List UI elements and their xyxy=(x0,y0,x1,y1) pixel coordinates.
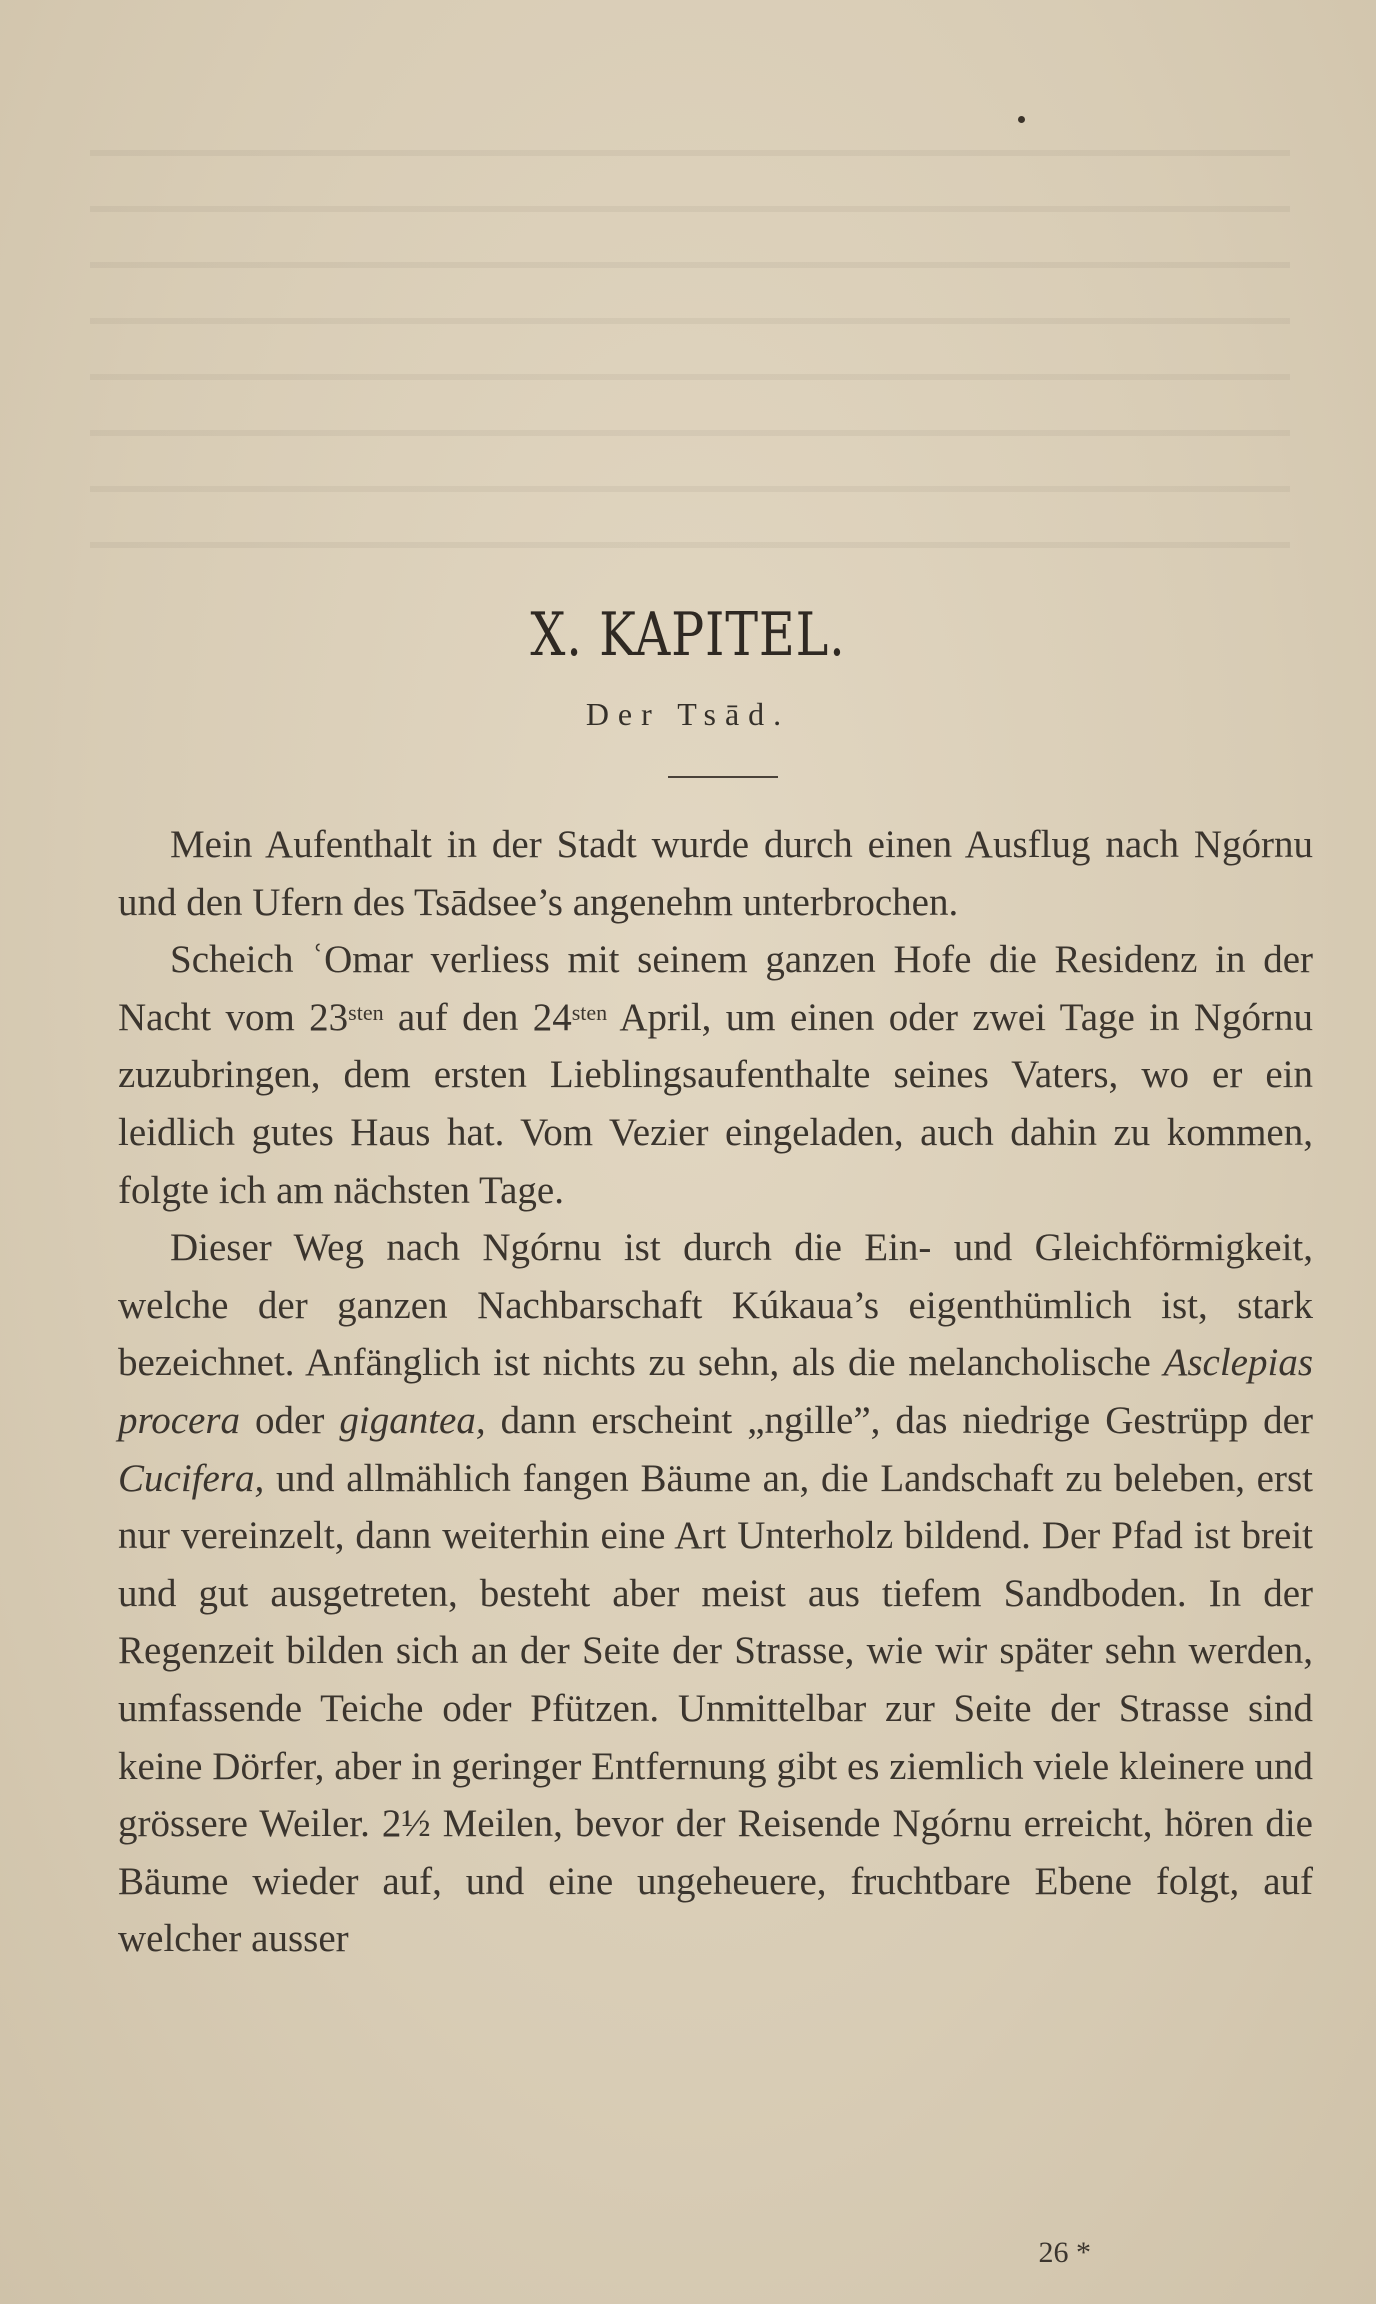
text-run: oder xyxy=(240,1398,340,1442)
text-run: Mein Aufenthalt in der Stadt wurde durch einen Ausflug nach Ngórnu und den Ufern des Tsādsee’s angenehm unterbrochen. xyxy=(118,823,1313,924)
page-number: 26 * xyxy=(1038,2236,1091,2269)
ordinal-suffix: sten xyxy=(348,999,384,1025)
text-run: dann erscheint „ngille”, das niedrige Gestrüpp der xyxy=(485,1398,1313,1442)
text-run: und allmählich fangen Bäume an, die Landschaft zu beleben, erst nur vereinzelt, dann weiterhin eine Art Unterholz bildend. Der Pfad ist breit und gut ausgetreten, besteht aber meist aus tiefem Sandboden. In der Regenzeit bilden sich an der Seite der Strasse, wie wir später sehn werden, umfassende Teiche oder Pfützen. Unmittelbar zur Seite der Strasse sind keine Dörfer, aber in geringer Entfernung gibt es ziemlich viele kleinere und grössere Weiler. 2½ Meilen, bevor der Reisende Ngórnu erreicht, hören die Bäume wieder auf, und eine ungeheuere, fruchtbare Ebene folgt, auf welcher ausser xyxy=(118,1456,1313,1961)
ink-speck xyxy=(1018,116,1025,123)
title-divider xyxy=(668,776,778,778)
show-through-text xyxy=(90,150,1290,590)
italic-term: gigantea, xyxy=(339,1398,486,1442)
paragraph xyxy=(118,931,1313,1219)
text-run: Dieser Weg nach Ngórnu ist durch die Ein- und Gleichförmigkeit, welche der ganzen Nachbarschaft Kúkaua’s eigenthümlich ist, stark bezeichnet. Anfänglich ist nichts zu sehn, als die melancholische xyxy=(118,1226,1313,1385)
text-run: Scheich ʿOmar verliess mit seinem ganzen Hofe die Residenz in der Nacht vom 23 xyxy=(118,938,1313,1039)
chapter-subtitle: Der Tsād. xyxy=(585,696,791,732)
text-run: April, um einen oder zwei Tage in Ngórnu zuzubringen, dem ersten Lieblingsaufenthalte seines Vaters, wo er ein leidlich gutes Haus hat. Vom Vezier eingeladen, auch dahin zu kommen, folgte ich am nächsten Tage. xyxy=(118,995,1313,1212)
paragraph xyxy=(118,1219,1313,1968)
italic-term: Asclepias procera xyxy=(118,1341,1313,1442)
chapter-title: X. KAPITEL. xyxy=(530,600,846,670)
body-text xyxy=(118,816,1313,1968)
italic-term: Cucifera, xyxy=(118,1456,265,1500)
paragraph xyxy=(118,816,1313,931)
ordinal-suffix: sten xyxy=(571,999,608,1025)
text-run: auf den 24 xyxy=(383,995,572,1039)
